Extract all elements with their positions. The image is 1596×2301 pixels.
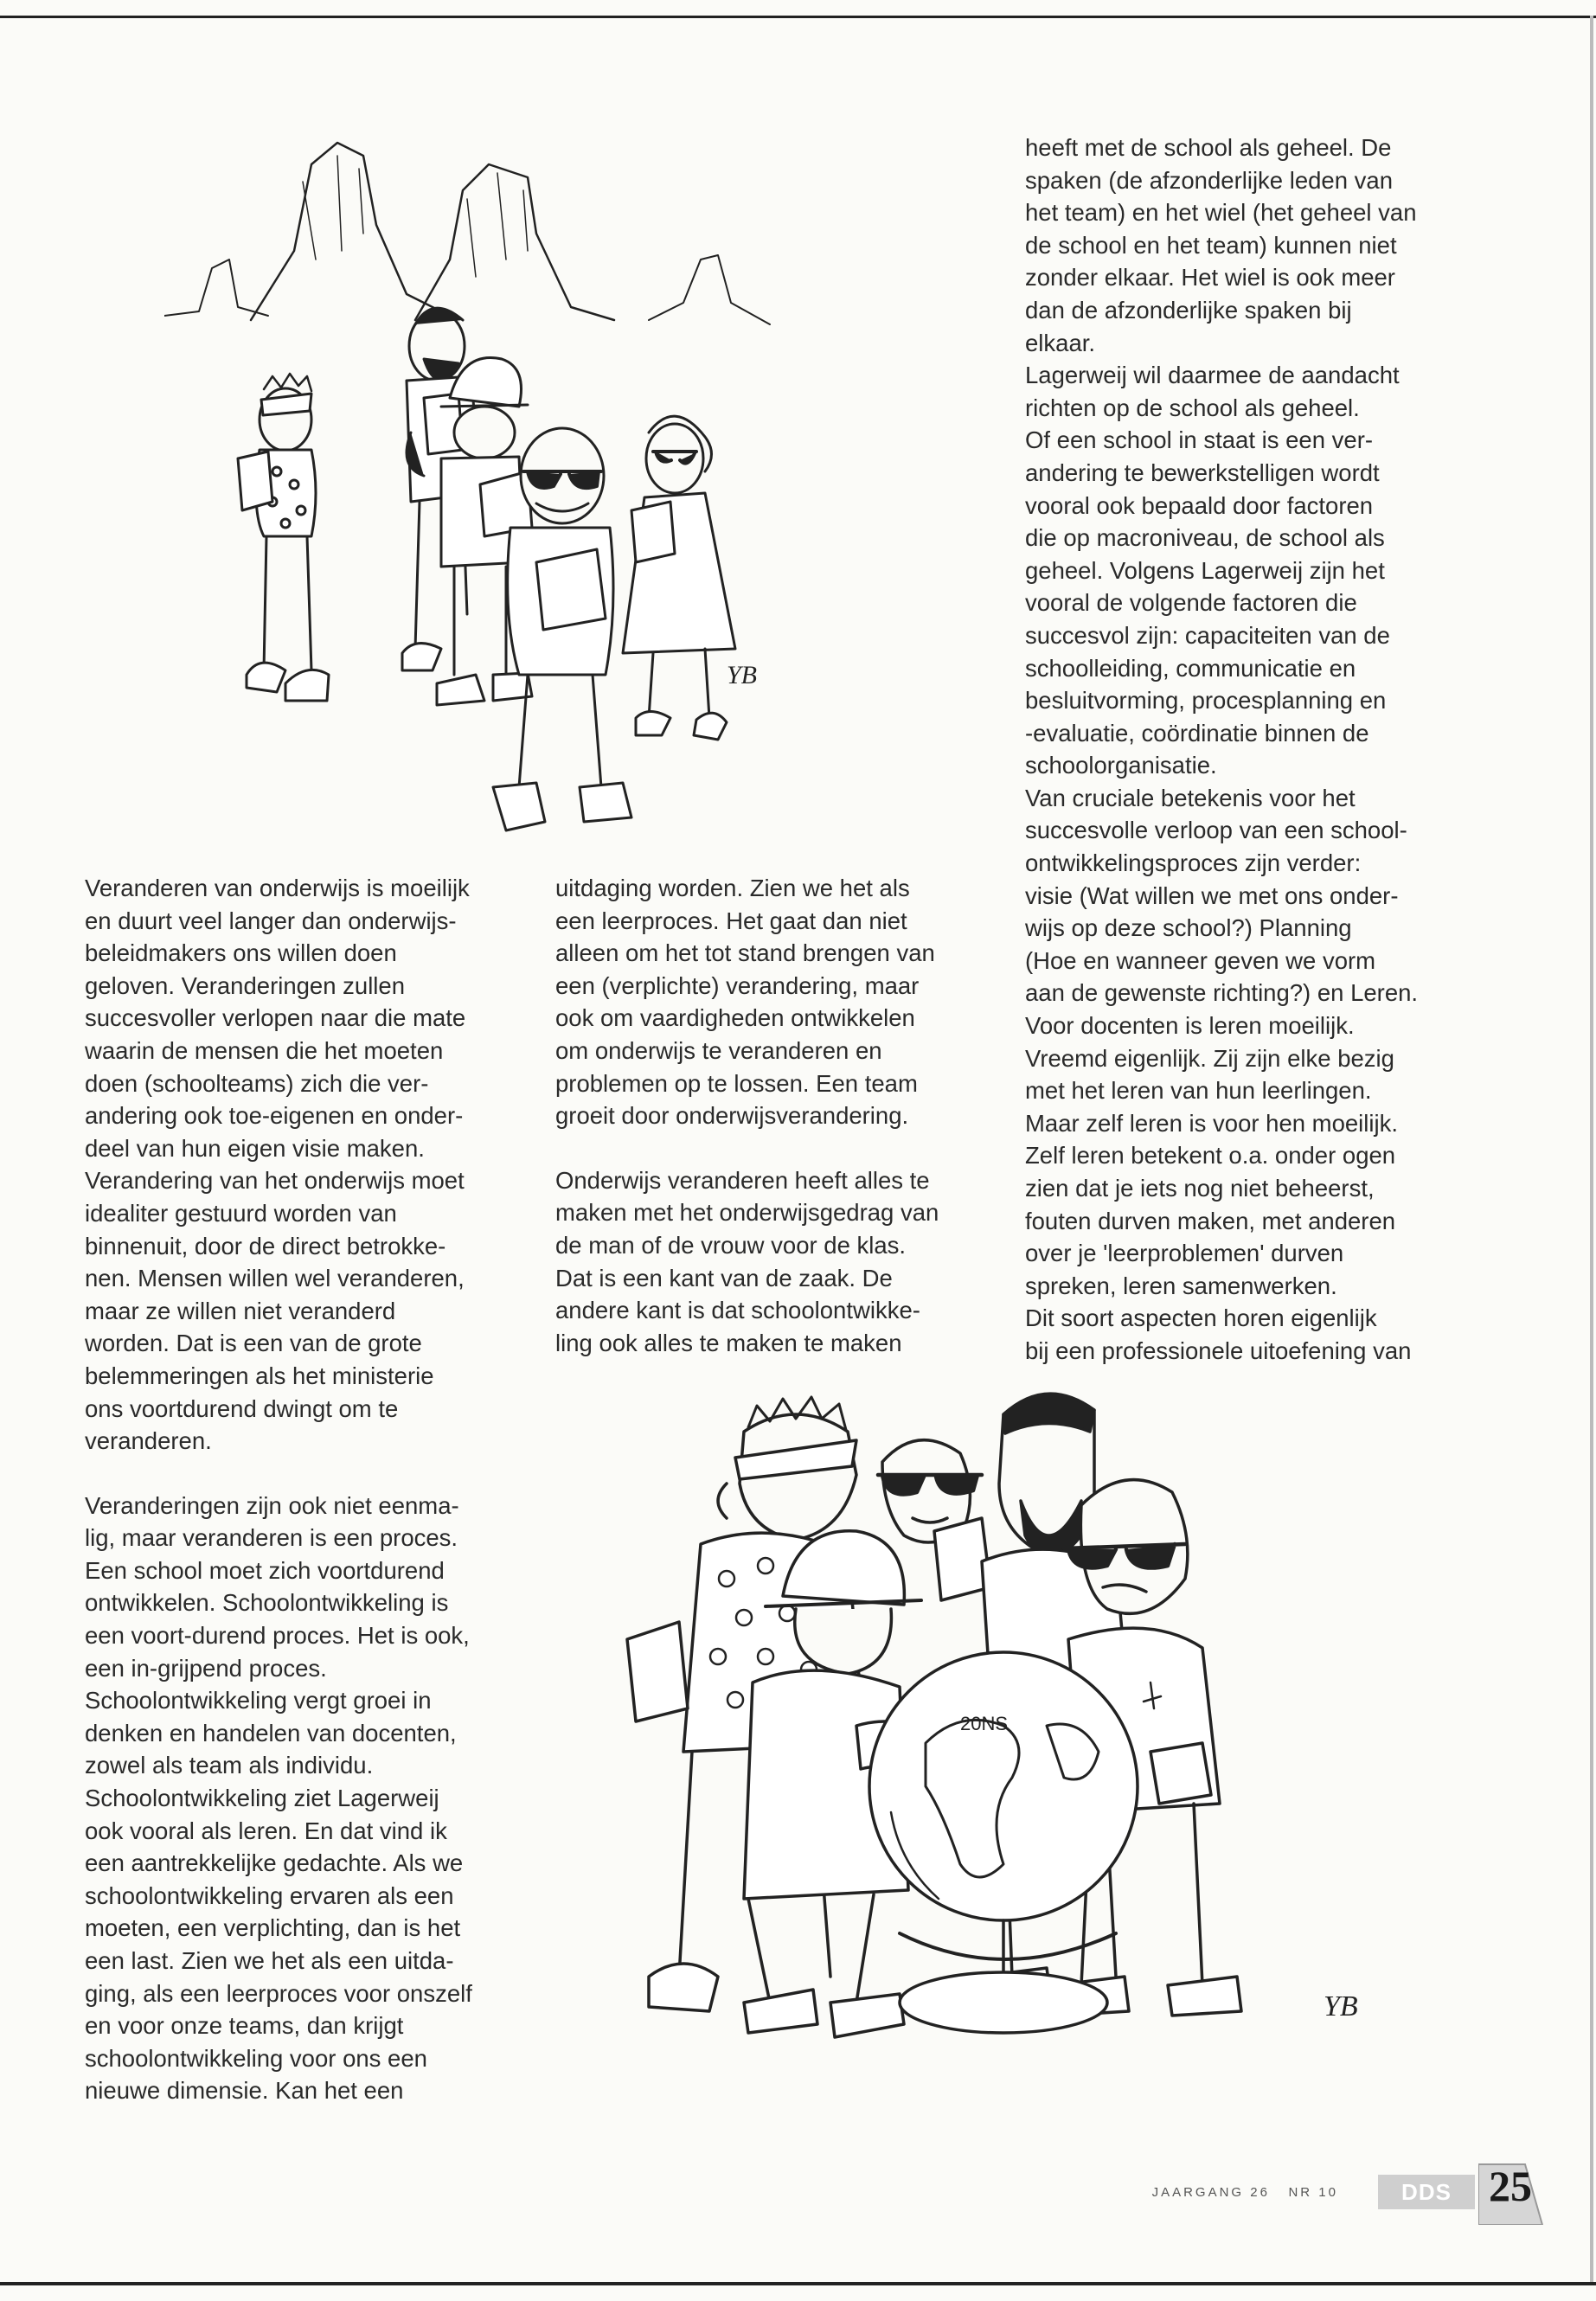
paragraph: Onderwijs veranderen heeft alles te maken met het onderwijsgedrag van de man of de vrouw voor de klas. Dat is een kant van de zaak. De andere kant is dat schoolontwikke- ling ook alles te maken te maken: [555, 1166, 939, 1356]
text-column-2: [555, 872, 975, 1359]
issue-info: [1152, 2185, 1338, 2200]
magazine-logo: DDS: [1378, 2175, 1475, 2209]
jaargang-label: JAARGANG 26: [1151, 2185, 1270, 2200]
bottom-border: [0, 2282, 1596, 2285]
text-column-1: [85, 872, 513, 2107]
illustration-signature-bottom: YB: [1324, 1990, 1358, 2022]
globe-label: 20NS: [960, 1713, 1009, 1734]
paragraph: Veranderingen zijn ook niet eenma- lig, maar veranderen is een proces. Een school moet zich voortdurend ontwikkelen. Schoolontwikkeling is een voort-durend proces. Het is ook, een in-grijpend proces. Schoolontwikkeling vergt groei in denken en handelen van docenten, zowel als team als individu. Schoolontwikkeling ziet Lagerweij ook vooral als leren. En dat vind ik een aantrekkelijke gedachte. Als we schoolontwikkeling ervaren als een moeten, een verplichting, dan is het een last. Zien we het als een uitda- ging, als een leerproces voor onszelf en voor onze teams, dan krijgt schoolontwikkeling voor ons een nieuwe dimensie. Kan het een: [85, 1491, 472, 2105]
paragraph: Veranderen van onderwijs is moeilijk en duurt veel langer dan onderwijs- beleidmakers ons willen doen geloven. Veranderingen zullen succesvoller verlopen naar die mate waarin de mensen die het moeten doen (schoolteams) zich die ver- andering ook toe-eigenen en onder- deel van hun eigen visie maken. Verandering van het onderwijs moet idealiter gestuurd worden van binnenuit, door de direct betrokke- nen. Mensen willen wel veranderen, maar ze willen niet veranderd worden. Dat is een van de grote belemmeringen als het ministerie ons voortdurend dwingt om te veranderen.: [85, 875, 470, 1455]
illustration-signature-top: YB: [727, 661, 758, 689]
illustration-globe-group: [597, 1380, 1427, 2072]
page-edge: [1590, 16, 1593, 2284]
text-column-3: [1025, 131, 1458, 1368]
page-number: 25: [1489, 2162, 1532, 2210]
figure-left: [238, 374, 329, 701]
figure-woman: [623, 416, 735, 740]
globe: [869, 1652, 1138, 2033]
illustration-readers-desert: [164, 130, 926, 856]
page-footer: [1120, 2154, 1570, 2232]
nr-label: NR 10: [1288, 2185, 1338, 2200]
paragraph: uitdaging worden. Zien we het als een leerproces. Het gaat dan niet alleen om het tot stand brengen van een (verplichte) verandering, maar ook om vaardigheden ontwikkelen om onderwijs te veranderen en problemen op te lossen. Een team groeit door onderwijsverandering.: [555, 875, 935, 1130]
paragraph: heeft met de school als geheel. De spaken (de afzonderlijke leden van het team) en het wiel (het geheel van de school en het team) kunnen niet zonder elkaar. Het wiel is ook meer dan de afzonderlijke spaken bij elkaar. Lagerweij wil daarmee de aandacht richten op de school als geheel. Of een school in staat is een ver- andering te bewerkstelligen wordt vooral ook bepaald door factoren die op macroniveau, de school als geheel. Volgens Lagerweij zijn het vooral de volgende factoren die succesvol zijn: capaciteiten van de schoolleiding, communicatie en besluitvorming, procesplanning en -evaluatie, coördinatie binnen de schoolorganisatie. Van cruciale betekenis voor het succesvolle verloop van een school- ontwikkelingsproces zijn verder: visie (Wat willen we met ons onder- wijs op deze school?) Planning (Hoe en wanneer geven we vorm aan de gewenste richting?) en Leren. Voor docenten is leren moeilijk. Vreemd eigenlijk. Zij zijn elke bezig met het leren van hun leerlingen. Maar zelf leren is voor hen moeilijk. Zelf leren betekent o.a. onder ogen zien dat je iets nog niet beheerst, fouten durven maken, met anderen over je 'leerproblemen' durven spreken, leren samenwerken. Dit soort aspecten horen eigenlijk bij een professionele uitoefening van: [1025, 134, 1419, 1364]
top-border: [0, 16, 1596, 18]
